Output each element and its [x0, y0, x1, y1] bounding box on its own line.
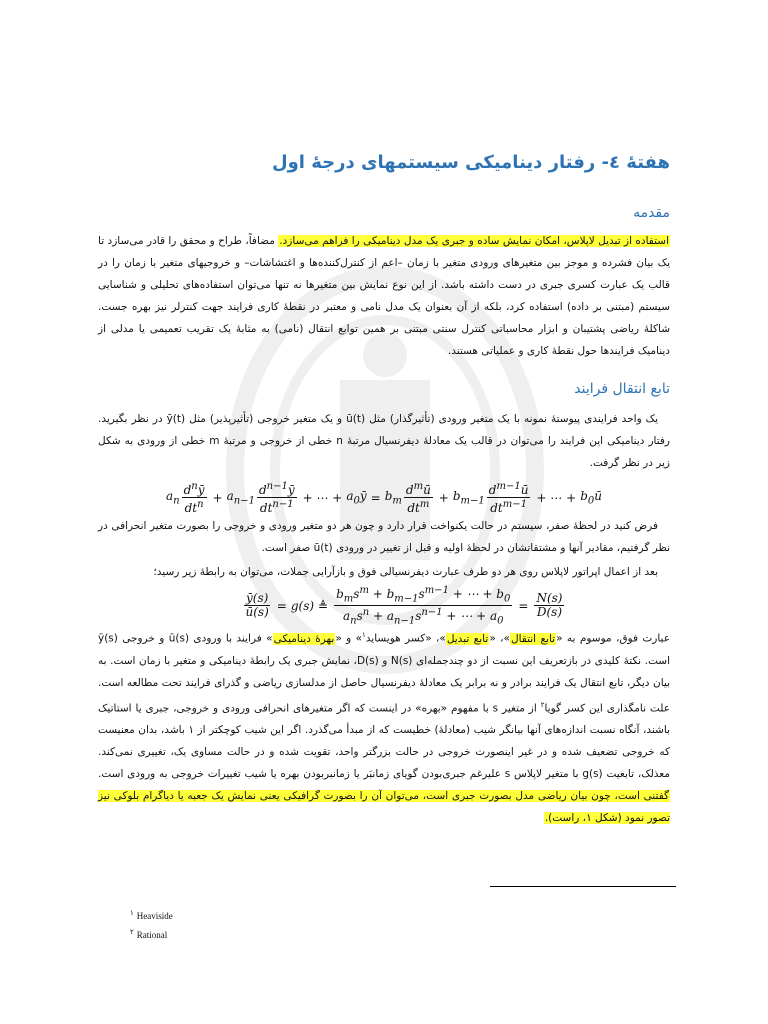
footnote-1: $^١$ Heaviside — [130, 909, 173, 921]
footnote-2: $^٢$ Rational — [130, 928, 168, 940]
intro-paragraph — [98, 230, 670, 362]
chapter-title: هفتۀ ٤- رفتار دینامیکی سیستمهای درجۀ اول — [271, 152, 670, 173]
differential-equation: $a_n$ $\frac{d^nȳ}{dt^n}$ + $a_{n-1}$ $\frac{d^{n-1}ȳ}{dt^{n-1}}$ + ⋯ + $a_0ȳ$ = $b_m$ $\frac{d^mū}{dt^m}$ + $b_{m-1}$ $\frac{d^{m-1}ū}{dt^{m-1}}$ + ⋯ + $b_0ū$ — [166, 481, 602, 515]
tf-paragraph-4: عبارت فوق، موسوم به «تابع انتقال»، «تابع تبدیل»، «کسر هویساید$^١$» و «بهرۀ دینامیکی» فرایند با ورودی ū(s) و خروجی ȳ(s) است. نکتۀ کلیدی در بازتعریف این نسبت از دو چندجمله‌ای N(s) و D(s)، نمایش جبری یک رابطۀ دینامیکی و متغیر با زمان است. به بیان دیگر، تابع انتقال یک فرایند برادر و نه برابر یک معادلۀ دیفرنسیال حاصل از مدلسازی ریاضی و گذرای فرایند تحت مطالعه است. علت نامگذاری این کسر گویا$^٢$ از متغیر s با مفهوم «بهره» در اینست که اگر متغیرهای انحرافی ورودی و خروجی، جبری یا استاتیک باشند، آنگاه نسبت اندازه‌های آنها بیانگر شیب (معادلۀ) خطیست که از مبدأ می‌گذرد. اگر این شیب کوچکتر از ١ باشد، بدان معنیست که خروجی تضعیف شده و در غیر اینصورت خروجی در حالت بزرگتر واحد، تقویت شده و در حالت مساوی یک، تغییری نمی‌کند. معذلک، تابعیت g(s) با متغیر لاپلاس s علیرغم جبری‌بودن گویای زمانبَر یا زمانبربودن بهره یا شیب تغییرات خروجی به ورودی است. گفتنی است، چون بیان ریاضی مدل بصورت جبری است، می‌توان آن را بصورت گرافیکی یعنی نمایش یک جعبه یا دیاگرام بلوکی نیز تصور نمود (شکل ١، راست). — [98, 631, 671, 824]
highlighted-term-dynamic-gain: بهرۀ دینامیکی — [273, 632, 335, 645]
tf-paragraph-3: بعد از اعمال اپراتور لاپلاس روی هر دو طرف عبارت دیفرنسیالی فوق و بازآرایی جملات، می‌توان به رابطۀ زیر رسید؛ — [153, 566, 658, 578]
footnote-separator — [490, 886, 676, 887]
highlighted-term-transform-function: تابع تبدیل — [446, 632, 489, 645]
intro-text: مضافاً، طراح و محقق را قادر می‌سازد تا یک بیان فشرده و موجز بین متغیرهای ورودی متغیر با زمان –اعم از کنترل‌کننده‌ها و اغتشاشات– و خروجیهای متغیر با زمان را در قالب یک عبارت کسری جبری در دست داشته باشد. از این نوع نمایش بین متغیرها نه تنها می‌توان استفاده‌های تحلیلی و شناسایی سیستم (مبتنی بر داده) استفاده کرد، بلکه از آن بعنوان یک مدل نامی و معتبر در نقطۀ کاری فرایند جهت کنترلر نیز بهره جست. شاکلۀ ریاضی پشتیبان و ابزار محاسباتی کنترل سنتی مبتنی بر همین توابع انتقال (نامی) به مثابۀ یک تقریب تعمیمی یا مدلی از دینامیک فرایندها حول نقطۀ کاری و عملیاتی هستند. — [98, 235, 670, 357]
highlighted-text-block-diagram: گفتنی است، چون بیان ریاضی مدل بصورت جبری است، می‌توان آن را بصورت گرافیکی یعنی نمایش یک جعبه یا دیاگرام بلوکی نیز تصور نمود (شکل ١، راست). — [98, 790, 670, 824]
highlighted-term-transfer-function: تابع انتقال — [510, 632, 556, 645]
footnote-ref-2: ٢ — [540, 700, 545, 709]
section-heading-transfer-function: تابع انتقال فرایند — [574, 381, 670, 397]
transfer-function-equation: $\frac{ȳ(s)}{ū(s)}$ = g(s) ≜ $\frac{b_ms^m + b_{m-1}s^{m-1} + \cdots + b_0}{a_ns^n + a_{n-1}s^{n-1} + \cdots + a_0}$ = $\frac{N(s)}{D(s)}$ — [245, 585, 563, 627]
footnote-ref-1: ١ — [362, 631, 366, 639]
footnotes — [130, 905, 173, 943]
tf-paragraph-2: فرض کنید در لحظۀ صفر، سیستم در حالت یکنواخت قرار دارد و چون هر دو متغیر ورودی و خروجی را بصورت متغیر انحرافی در نظر گرفتیم، مقادیر آنها و مشتقاتشان در لحظۀ اولیه و قبل از تغییر در ورودی ū(t) صفر است. — [98, 520, 670, 554]
section-heading-intro: مقدمه — [633, 205, 670, 221]
highlighted-text: استفاده از تبدیل لاپلاس، امکان نمایش ساده و جبری یک مدل دینامیکی را فراهم می‌سازد. — [279, 235, 669, 247]
tf-paragraph-1: یک واحد فرایندی پیوستۀ نمونه با یک متغیر ورودی (تأثیرگذار) مثل ū(t) و یک متغیر خروجی (تأثیرپذیر) مثل ȳ(t) در نظر بگیرید. رفتار دینامیکی این فرایند را می‌توان در قالب یک معادلۀ دیفرنسیال مرتبۀ n خطی از خروجی و مرتبۀ m خطی از ورودی به شکل زیر در نظر گرفت. — [98, 413, 670, 469]
